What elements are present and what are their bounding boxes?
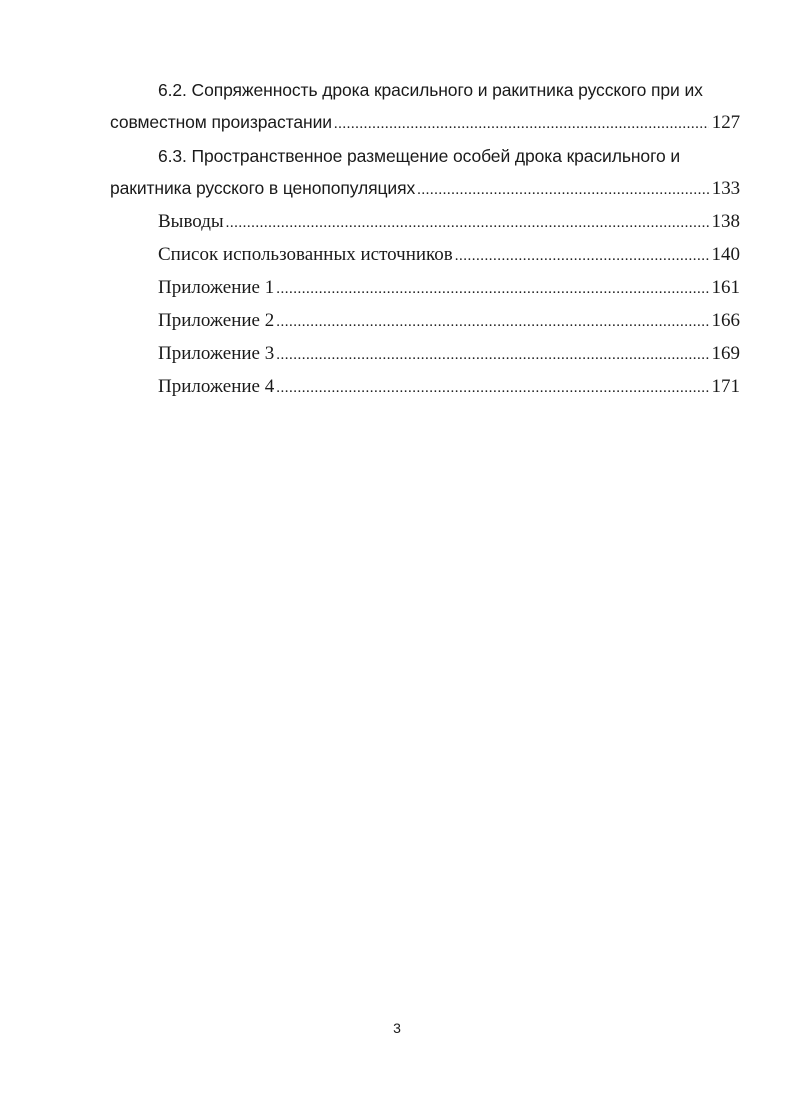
toc-entry-appendix-4 [110,371,740,404]
toc-entry-6-3 [110,140,740,206]
dot-leader [276,371,708,404]
table-of-contents [110,74,740,404]
toc-entry-title: Выводы [158,211,224,232]
toc-page-ref: 138 [711,211,740,232]
toc-entry-title-line2: ракитника русского в ценопопуляциях [110,178,416,198]
toc-page-ref: 161 [711,277,740,298]
toc-page-ref: 127 [711,112,740,133]
toc-entry-title: Приложение 4 [158,376,275,397]
page-number: 3 [393,1020,401,1036]
toc-entry-title-line1: 6.2. Сопряженность дрока красильного и ракитника русского при их [158,80,703,100]
toc-entry-title: Список использованных источников [158,244,453,265]
toc-page-ref: 133 [711,178,740,199]
dot-leader [276,305,708,338]
dot-leader [276,272,708,305]
toc-entry-title: Приложение 2 [158,310,275,331]
toc-entry-title: Приложение 3 [158,343,275,364]
toc-page-ref: 140 [711,244,740,265]
dot-leader [226,206,709,239]
dot-leader [417,172,709,206]
toc-entry-appendix-3 [110,338,740,371]
toc-entry-appendix-2 [110,305,740,338]
toc-entry-title-line2: совместном произрастании [110,112,332,132]
toc-entry-appendix-1 [110,272,740,305]
toc-entry-title-line1: 6.3. Пространственное размещение особей дрока красильного и [158,146,681,166]
toc-page-ref: 169 [711,343,740,364]
dot-leader [334,106,709,140]
toc-page-ref: 166 [711,310,740,331]
toc-page-ref: 171 [711,376,740,397]
toc-entry-title: Приложение 1 [158,277,275,298]
toc-entry-conclusions [110,206,740,239]
dot-leader [276,338,708,371]
toc-entry-6-2 [110,74,740,140]
toc-entry-references [110,239,740,272]
dot-leader [455,239,709,272]
